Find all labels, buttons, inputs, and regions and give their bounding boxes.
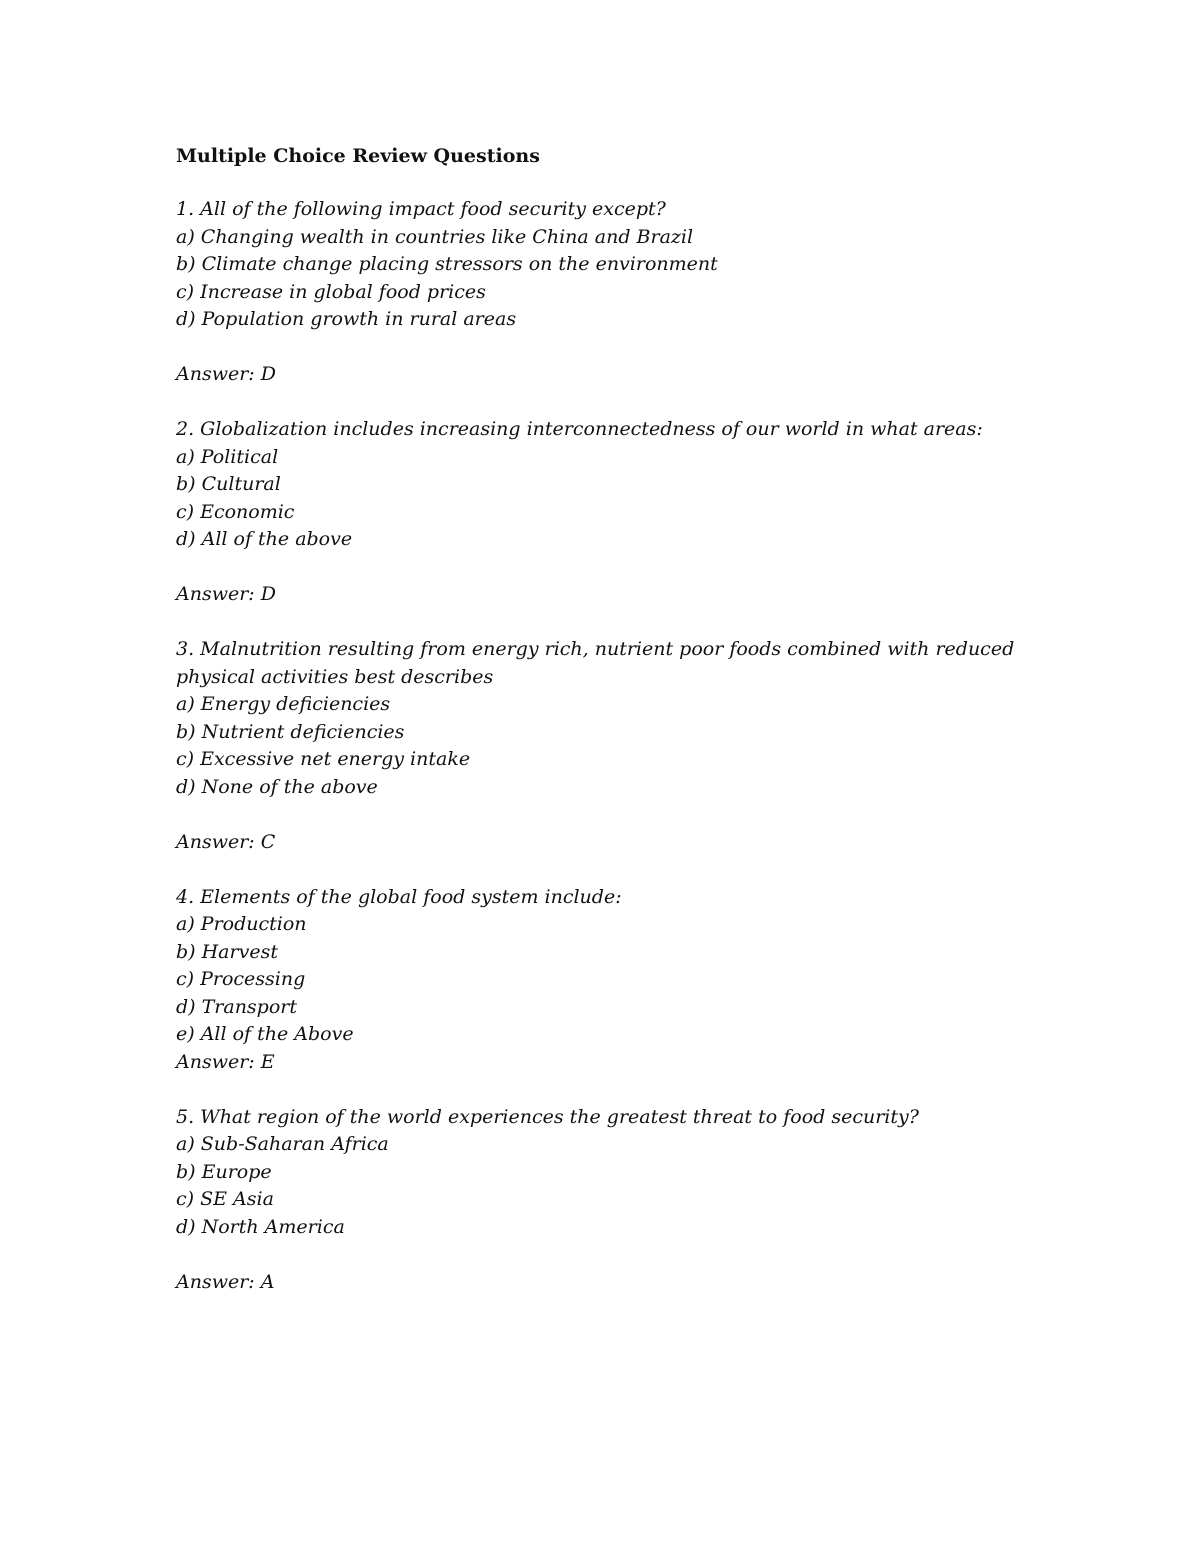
option-b: b) Cultural — [176, 473, 281, 495]
answer-text: Answer: A — [176, 1270, 275, 1293]
option-d: d) All of the above — [176, 528, 353, 550]
option-b: b) Climate change placing stressors on the environment — [176, 253, 718, 275]
spacer — [176, 554, 1076, 582]
option-c: c) Excessive net energy intake — [176, 748, 471, 770]
option-c: c) Processing — [176, 968, 306, 990]
question-2 — [176, 416, 1076, 609]
option-a: a) Energy deficiencies — [176, 693, 391, 715]
question-text: 3. Malnutrition resulting from energy rich, nutrient poor foods combined with reduced physical activities best describes — [176, 638, 1015, 688]
question-5 — [176, 1104, 1076, 1297]
option-a: a) Changing wealth in countries like China and Brazil — [176, 225, 694, 248]
answer-text: Answer: E — [176, 1050, 275, 1073]
document-page — [176, 141, 1076, 1324]
option-c: c) Economic — [176, 500, 295, 523]
option-b: b) Harvest — [176, 940, 278, 963]
option-d: d) None of the above — [176, 775, 378, 798]
spacer — [176, 1241, 1076, 1269]
document-title: Multiple Choice Review Questions — [176, 145, 540, 167]
option-d: d) Population growth in rural areas — [176, 308, 517, 330]
question-text: 5. What region of the world experiences the greatest threat to food security? — [176, 1105, 919, 1128]
answer-text: Answer: C — [176, 830, 276, 853]
answer-text: Answer: D — [176, 583, 276, 605]
option-a: a) Sub-Saharan Africa — [176, 1133, 389, 1155]
question-text: 1. All of the following impact food security except? — [176, 198, 666, 220]
option-a: a) Political — [176, 445, 279, 468]
option-a: a) Production — [176, 913, 307, 935]
option-b: b) Nutrient deficiencies — [176, 720, 405, 743]
question-3 — [176, 636, 1076, 856]
question-1 — [176, 196, 1076, 389]
option-d: d) Transport — [176, 995, 298, 1018]
question-4 — [176, 884, 1076, 1077]
option-b: b) Europe — [176, 1160, 272, 1183]
option-c: c) Increase in global food prices — [176, 280, 486, 303]
option-c: c) SE Asia — [176, 1188, 274, 1210]
option-d: d) North America — [176, 1215, 345, 1238]
spacer — [176, 801, 1076, 829]
option-e: e) All of the Above — [176, 1023, 354, 1045]
answer-text: Answer: D — [176, 363, 276, 385]
spacer — [176, 334, 1076, 362]
question-text: 4. Elements of the global food system include: — [176, 885, 622, 908]
question-text: 2. Globalization includes increasing interconnectedness of our world in what areas: — [176, 418, 983, 440]
